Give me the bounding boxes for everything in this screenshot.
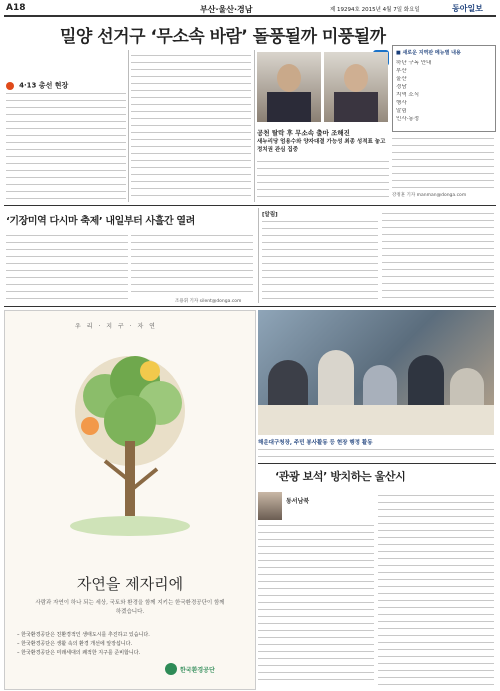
ad-logo-icon (165, 663, 177, 675)
events-header: [알림] (262, 212, 278, 218)
event-photo (258, 310, 494, 435)
cosmos-body (131, 232, 253, 298)
article2-byline: 강정훈 기자 manman@donga.com (392, 193, 467, 198)
article2-title: 공천 탈락 후 무소속 출마 조해진 (257, 129, 350, 137)
ad-bullet: – 한국환경공단은 친환경적인 생태도시를 추진하고 있습니다. (17, 632, 150, 638)
culture-body (378, 492, 494, 686)
cosmos-title: ‘기장미역 다시마 축제’ 내일부터 사흘간 열려 (6, 216, 195, 227)
masthead-rule (4, 15, 496, 17)
article2-body (257, 158, 389, 198)
column-divider (128, 50, 129, 202)
section-rule (258, 463, 496, 464)
index-item: 울산 (396, 76, 407, 82)
cosmos-body (6, 232, 128, 304)
ad-logo-text: 한국환경공단 (180, 667, 215, 674)
index-item: 지역 소식 (396, 92, 420, 98)
article2-subtitle: 새누리당 엄용수와 양자대결 가능성 최종 성적표 놓고 정치권 관심 집중 (257, 139, 386, 153)
ad-title: 자연을 제자리에 (76, 575, 184, 593)
ad-bullet: – 한국환경공단은 생활 속의 환경 개선에 앞장섭니다. (17, 641, 133, 647)
article2-body (392, 135, 494, 190)
candidate-photo (257, 52, 321, 122)
kicker-badge (6, 75, 84, 90)
culture-body (258, 522, 374, 686)
page-number: A18 (6, 3, 26, 13)
section-rule (4, 306, 496, 307)
kicker-text: 4·13 총선 현장 (19, 81, 69, 90)
column-divider (254, 50, 255, 202)
lead-article-body (131, 52, 251, 202)
kicker-dot-icon (6, 82, 14, 90)
index-item: 하단 구독 안내 (396, 60, 432, 66)
tree-illustration-icon (45, 341, 215, 561)
column-divider (258, 208, 259, 303)
events-list (382, 210, 494, 303)
index-title: ■ 새로운 지역판 메뉴별 내용 (396, 50, 461, 56)
index-item: 인사·동정 (396, 116, 420, 122)
paper-name: 동아일보 (452, 4, 483, 13)
date-line: 제 19294호 2015년 4월 7일 화요일 (330, 7, 420, 13)
author-photo (258, 492, 282, 520)
section-rule (4, 205, 496, 206)
ad-bullet: – 한국환경공단은 미래세대의 쾌적한 지구를 준비합니다. (17, 650, 141, 656)
cosmos-byline: 조용휘 기자 silent@donga.com (175, 299, 242, 304)
photo-caption-body (258, 446, 494, 460)
index-item: 부산 (396, 68, 407, 74)
culture-title: ‘관광 보석’ 방치하는 울산시 (275, 470, 406, 483)
index-item: 경남 (396, 84, 407, 90)
index-item: 행사 (396, 100, 407, 106)
candidate-photo (324, 52, 388, 122)
photo-caption: 해운대구청장, 주민 봉사활동 등 현장 행정 활동 (258, 440, 373, 446)
section-name: 부산·울산·경남 (200, 5, 253, 14)
culture-author: 동서남북 (286, 498, 310, 505)
main-headline: 밀양 선거구 ‘무소속 바람’ 돌풍될까 미풍될까 (60, 27, 386, 47)
index-item: 알림 (396, 108, 407, 114)
ad-brand-line: 우 리 · 지 구 · 자 연 (75, 323, 157, 330)
ad-body: 사람과 자연이 하나 되는 세상, 국토와 환경을 함께 지키는 한국환경공단이 함께하겠습니다. (35, 600, 225, 615)
lead-article-body (6, 90, 126, 200)
environment-ad (4, 310, 256, 690)
index-box (392, 45, 496, 132)
events-list (262, 218, 378, 303)
